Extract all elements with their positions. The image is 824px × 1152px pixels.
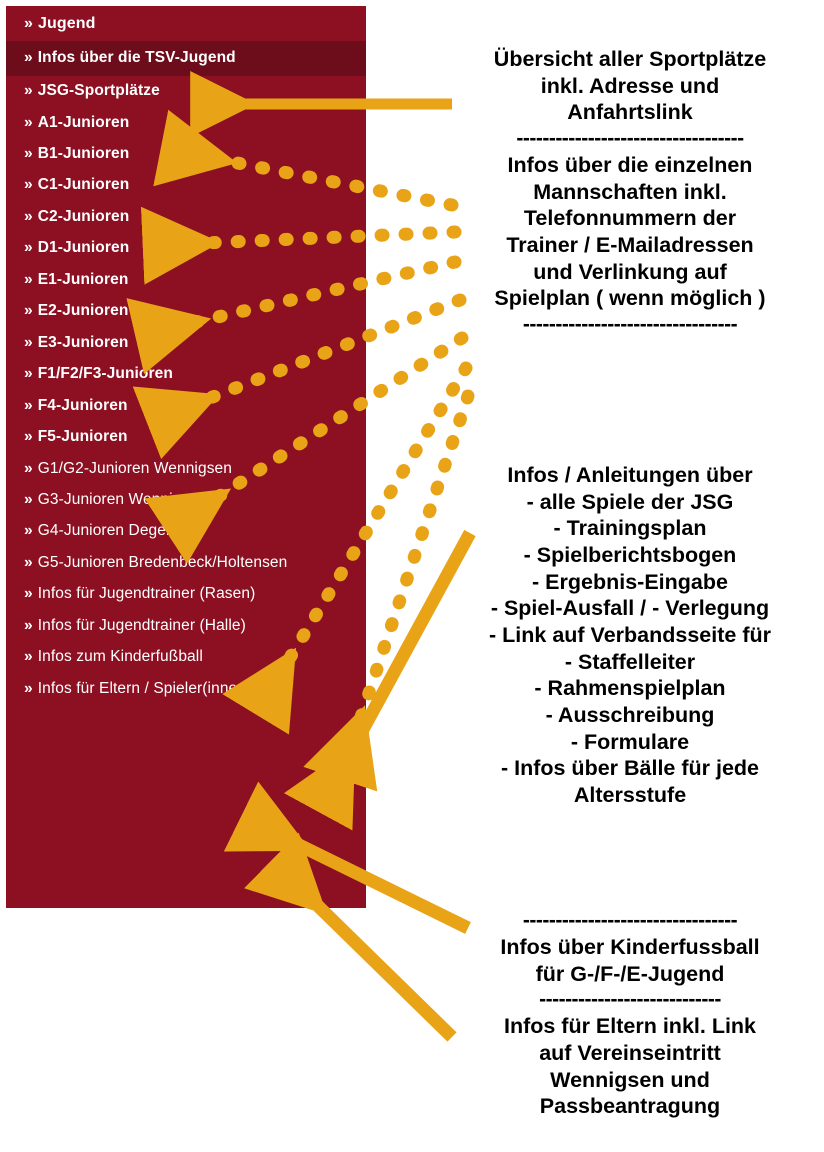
sidebar-item-f5-junioren[interactable] — [6, 422, 366, 453]
annotation-line: - Ergebnis-Eingabe — [532, 569, 728, 594]
sidebar-item-label: E1-Junioren — [37, 270, 129, 288]
annotation-line: Trainer / E-Mailadressen — [506, 232, 754, 257]
chevron-right-icon: » — [24, 207, 33, 225]
sidebar-item-label: C2-Junioren — [37, 207, 130, 225]
sidebar-item-e1-junioren[interactable] — [6, 264, 366, 295]
chevron-right-icon: » — [24, 459, 33, 477]
sidebar-item-label: JSG-Sportplätze — [37, 82, 160, 100]
sidebar-item-c2-junioren[interactable] — [6, 201, 366, 232]
sidebar-item-infos-eltern-spieler[interactable] — [6, 673, 366, 704]
sidebar-item-a1-junioren[interactable] — [6, 107, 366, 138]
annotation-line: inkl. Adresse und — [540, 73, 720, 98]
sidebar-item-infos-jugendtrainer-rasen[interactable] — [6, 579, 366, 610]
chevron-right-icon: » — [24, 522, 33, 540]
sidebar-item-label: E3-Junioren — [37, 333, 129, 351]
chevron-right-icon: » — [24, 113, 33, 131]
chevron-right-icon: » — [24, 302, 33, 320]
annotation-line: Infos / Anleitungen über — [507, 463, 753, 487]
annotation-separator: --------------------------------- — [522, 909, 738, 932]
sidebar-item-g3-junioren-wennigsen[interactable] — [6, 484, 366, 515]
annotation-line: auf Vereinseintritt — [539, 1041, 721, 1066]
chevron-right-icon: » — [24, 49, 33, 67]
annotation-line: - Spiel-Ausfall / - Verlegung — [490, 596, 770, 621]
sidebar-item-label: F1/F2/F3-Junioren — [37, 365, 173, 383]
chevron-right-icon: » — [24, 15, 33, 32]
sidebar-item-g4-junioren-degersen[interactable] — [6, 516, 366, 547]
annotation-block-sportplaetze-mannschaften — [440, 46, 820, 338]
sidebar-item-g1-g2-junioren-wennigsen[interactable] — [6, 453, 366, 484]
annotation-line: Wennigsen und — [550, 1067, 710, 1092]
annotation-line: Infos über die einzelnen — [507, 153, 753, 177]
sidebar-item-f1-f2-f3-junioren[interactable] — [6, 359, 366, 390]
sidebar-item-label: Infos für Eltern / Spieler(innen) — [37, 679, 252, 697]
sidebar-item-label: Infos für Jugendtrainer (Halle) — [37, 616, 246, 634]
annotation-line: Anfahrtslink — [567, 100, 693, 125]
nav-title-jugend[interactable] — [6, 6, 366, 41]
chevron-right-icon: » — [24, 490, 33, 508]
jugend-navigation-panel — [6, 6, 366, 908]
sidebar-item-e3-junioren[interactable] — [6, 327, 366, 358]
annotation-line: Spielplan ( wenn möglich ) — [494, 286, 766, 311]
annotation-line: für G-/F-/E-Jugend — [535, 961, 725, 986]
sidebar-item-label: F5-Junioren — [37, 428, 128, 446]
sidebar-item-label: G3-Junioren Wennigsen — [37, 490, 207, 508]
chevron-right-icon: » — [24, 239, 33, 257]
sidebar-item-infos-kinderfussball[interactable] — [6, 642, 366, 673]
annotation-line: - Rahmenspielplan — [534, 676, 726, 701]
annotation-line: - Link auf Verbandsseite für — [489, 622, 771, 647]
annotation-line: - Infos über Bälle für jede — [500, 756, 760, 781]
annotation-line: Telefonnummern der — [523, 206, 737, 231]
sidebar-item-jsg-sportplaetze[interactable] — [6, 76, 366, 107]
sidebar-item-label: E2-Junioren — [37, 302, 129, 320]
annotation-line: Infos für Eltern inkl. Link — [503, 1014, 757, 1039]
chevron-right-icon: » — [24, 144, 33, 162]
sidebar-item-infos-tsv-jugend[interactable] — [6, 41, 366, 75]
sidebar-item-g5-junioren-bredenbeck-holtensen[interactable] — [6, 547, 366, 578]
chevron-right-icon: » — [24, 333, 33, 351]
sidebar-item-f4-junioren[interactable] — [6, 390, 366, 421]
arrow-to-eltern-spieler — [316, 904, 452, 1037]
annotation-line: - Spielberichtsbogen — [523, 542, 737, 567]
sidebar-item-label: Infos für Jugendtrainer (Rasen) — [37, 585, 256, 603]
chevron-right-icon: » — [24, 365, 33, 383]
annotation-line: Übersicht aller Sportplätze — [493, 47, 767, 71]
annotation-line: - Formulare — [570, 729, 690, 754]
annotation-separator: ----------------------------------- — [516, 126, 744, 150]
sidebar-item-c1-junioren[interactable] — [6, 170, 366, 201]
annotation-block-kinderfussball-eltern — [440, 908, 820, 1120]
annotation-separator: --------------------------------- — [522, 312, 738, 336]
sidebar-item-b1-junioren[interactable] — [6, 138, 366, 169]
sidebar-item-label: D1-Junioren — [37, 239, 130, 257]
chevron-right-icon: » — [24, 270, 33, 288]
annotation-block-jugendtrainer — [440, 462, 820, 809]
annotation-line: Passbeantragung — [539, 1094, 721, 1119]
annotation-line: - alle Spiele der JSG — [526, 489, 734, 514]
annotation-line: und Verlinkung auf — [533, 259, 727, 284]
sidebar-item-infos-jugendtrainer-halle[interactable] — [6, 610, 366, 641]
chevron-right-icon: » — [24, 82, 33, 100]
chevron-right-icon: » — [24, 616, 33, 634]
sidebar-item-e2-junioren[interactable] — [6, 296, 366, 327]
chevron-right-icon: » — [24, 396, 33, 414]
sidebar-item-label: G5-Junioren Bredenbeck/Holtensen — [37, 553, 288, 571]
sidebar-item-label: B1-Junioren — [37, 144, 130, 162]
chevron-right-icon: » — [24, 553, 33, 571]
nav-title-label: Jugend — [38, 15, 96, 32]
annotation-separator: ---------------------------- — [539, 988, 721, 1012]
chevron-right-icon: » — [24, 585, 33, 603]
chevron-right-icon: » — [24, 679, 33, 697]
sidebar-item-label: A1-Junioren — [37, 113, 130, 131]
chevron-right-icon: » — [24, 648, 33, 666]
sidebar-item-label: Infos zum Kinderfußball — [37, 648, 203, 666]
annotation-line: - Staffelleiter — [564, 649, 696, 674]
sidebar-item-label: G4-Junioren Degersen — [37, 522, 197, 540]
annotation-line: Altersstufe — [573, 782, 687, 807]
annotation-line: Infos über Kinderfussball — [500, 935, 760, 960]
sidebar-item-label: G1/G2-Junioren Wennigsen — [37, 459, 232, 477]
chevron-right-icon: » — [24, 428, 33, 446]
annotation-line: - Trainingsplan — [553, 516, 707, 541]
annotation-line: - Ausschreibung — [545, 702, 715, 727]
chevron-right-icon: » — [24, 176, 33, 194]
sidebar-item-d1-junioren[interactable] — [6, 233, 366, 264]
annotation-line: Mannschaften inkl. — [533, 179, 727, 204]
sidebar-item-label: C1-Junioren — [37, 176, 130, 194]
sidebar-item-label: F4-Junioren — [37, 396, 128, 414]
sidebar-item-label: Infos über die TSV-Jugend — [37, 49, 236, 67]
